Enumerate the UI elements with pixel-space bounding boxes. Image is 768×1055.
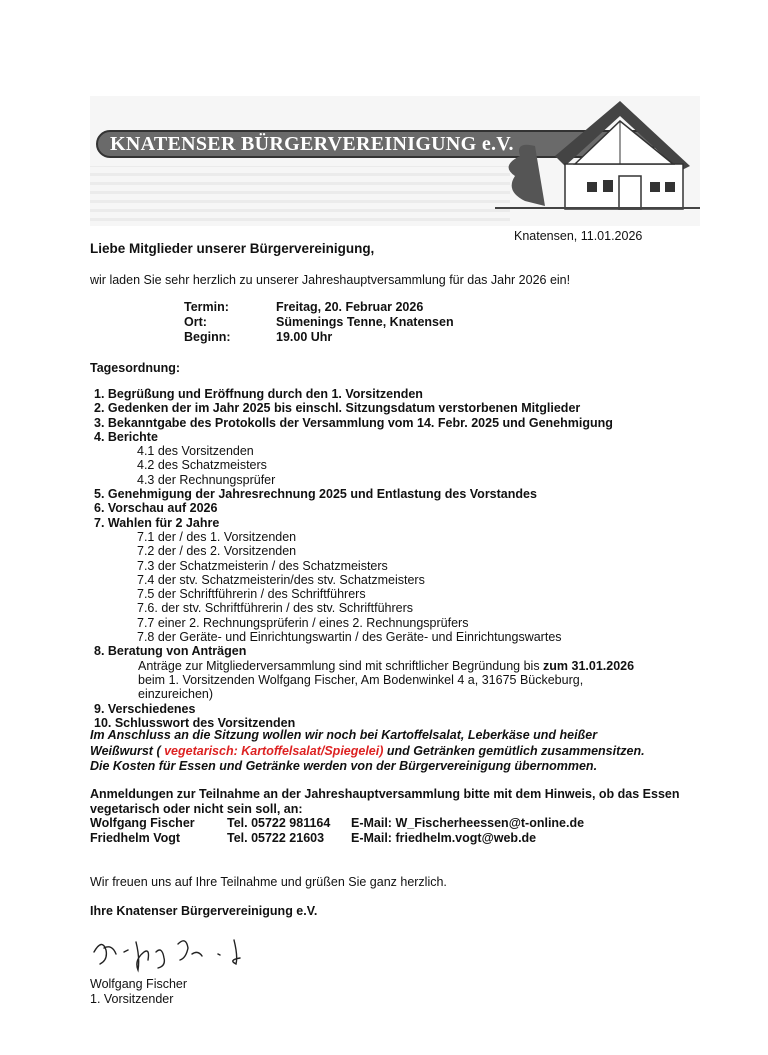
motions-address: beim 1. Vorsitzenden Wolfgang Fischer, Am Bodenwinkel 4 a, 31675 Bückeburg, (138, 672, 584, 687)
contact-email: E-Mail: friedhelm.vogt@web.de (351, 831, 537, 845)
signer-block (90, 977, 187, 1007)
agenda-item: 5. Genehmigung der Jahresrechnung 2025 und Entlastung des Vorstandes (94, 487, 537, 502)
detail-label: Termin: (184, 300, 229, 314)
agenda-subitem: 7.3 der Schatzmeisterin / des Schatzmeisters (137, 558, 388, 573)
motions-submit: einzureichen) (138, 687, 214, 702)
contact-phone: Tel. 05722 981164 (227, 816, 331, 830)
agenda-item: 4. Berichte (94, 429, 158, 444)
detail-value: Freitag, 20. Februar 2026 (276, 300, 424, 314)
closing-line (90, 744, 690, 760)
signer-role: 1. Vorsitzender (90, 992, 174, 1006)
agenda-subitem: 7.4 der stv. Schatzmeisterin/des stv. Schatzmeisters (137, 572, 425, 587)
agenda-subitem: 7.1 der / des 1. Vorsitzenden (137, 529, 297, 544)
contact-name: Friedhelm Vogt (90, 831, 181, 845)
agenda-list (94, 387, 694, 730)
invitation-text: wir laden Sie sehr herzlich zu unserer Jahreshauptversammlung für das Jahr 2026 ein! (90, 273, 571, 287)
registration-text: Anmeldungen zur Teilnahme an der Jahreshauptversammlung bitte mit dem Hinweis, ob das Essen vegetarisch oder nicht sein soll, an: (90, 787, 680, 816)
agenda-item: 2. Gedenken der im Jahr 2025 bis einschl. Sitzungsdatum verstorbenen Mitglieder (94, 401, 581, 416)
letter-date: Knatensen, 11.01.2026 (514, 229, 643, 243)
closing-paragraph (90, 728, 690, 775)
agenda-item: 7. Wahlen für 2 Jahre (94, 515, 220, 530)
banner-faded-text (90, 166, 510, 221)
motions-deadline: zum 31.01.2026 (543, 658, 635, 673)
org-name: KNATENSER BÜRGERVEREINIGUNG e.V. (110, 133, 514, 155)
contact-phone: Tel. 05722 21603 (227, 831, 325, 845)
contact-list (90, 816, 584, 846)
detail-row-place (184, 315, 454, 330)
handwritten-signature (88, 930, 248, 975)
agenda-item: 1. Begrüßung und Eröffnung durch den 1. Vorsitzenden (94, 387, 423, 401)
closing-text: und Getränken gemütlich zusammensitzen. (383, 743, 645, 758)
agenda-item: 8. Beratung von Anträgen (94, 644, 247, 659)
signer-name: Wolfgang Fischer (90, 977, 188, 991)
closing-text: Weißwurst ( (90, 743, 165, 758)
contact-name: Wolfgang Fischer (90, 816, 195, 830)
agenda-subitem: 7.5 der Schriftführerin / des Schriftführers (137, 587, 366, 602)
detail-label: Beginn: (184, 330, 231, 344)
agenda-item: 3. Bekanntgabe des Protokolls der Versammlung vom 14. Febr. 2025 und Genehmigung (94, 415, 613, 430)
vegetarian-note: vegetarisch: Kartoffelsalat/Spiegelei) (164, 743, 384, 758)
contact-row (90, 816, 584, 831)
letterhead-banner (90, 96, 700, 226)
agenda-item: 9. Verschiedenes (94, 701, 196, 716)
agenda-subitem: 4.1 des Vorsitzenden (137, 444, 254, 459)
detail-label: Ort: (184, 315, 207, 329)
contact-row (90, 831, 584, 846)
motions-text: Anträge zur Mitgliederversammlung sind mit schriftlicher Begründung bis (138, 658, 544, 673)
agenda-subitem: 7.2 der / des 2. Vorsitzenden (137, 544, 297, 559)
agenda-heading: Tagesordnung: (90, 361, 181, 375)
contact-email: E-Mail: W_Fischerheessen@t-online.de (351, 816, 585, 830)
agenda-subitem: 7.6. der stv. Schriftführerin / des stv. Schriftführers (137, 601, 414, 616)
agenda-subitem: 4.3 der Rechnungsprüfer (137, 472, 276, 487)
agenda-subitem: 7.8 der Geräte- und Einrichtungswartin / des Geräte- und Einrichtungswartes (137, 630, 562, 645)
motions-note (94, 659, 694, 673)
thanks-text: Wir freuen uns auf Ihre Teilnahme und grüßen Sie ganz herzlich. (90, 875, 447, 889)
detail-value: Sümenings Tenne, Knatensen (276, 315, 454, 329)
detail-row-date (184, 300, 454, 315)
closing-line: Im Anschluss an die Sitzung wollen wir noch bei Kartoffelsalat, Leberkäse und heißer (90, 728, 598, 742)
agenda-item: 6. Vorschau auf 2026 (94, 501, 218, 516)
meeting-details (184, 300, 454, 345)
farmhouse-icon (495, 96, 700, 226)
agenda-item: 10. Schlusswort des Vorsitzenden (94, 715, 296, 730)
greeting: Liebe Mitglieder unserer Bürgervereinigung, (90, 241, 375, 256)
detail-row-start (184, 330, 454, 345)
agenda-subitem: 4.2 des Schatzmeisters (137, 458, 267, 473)
closing-line: Die Kosten für Essen und Getränke werden von der Bürgervereinigung übernommen. (90, 759, 598, 773)
detail-value: 19.00 Uhr (276, 330, 333, 344)
org-signature-line: Ihre Knatenser Bürgervereinigung e.V. (90, 904, 318, 918)
agenda-subitem: 7.7 einer 2. Rechnungsprüferin / eines 2. Rechnungsprüfers (137, 615, 469, 630)
